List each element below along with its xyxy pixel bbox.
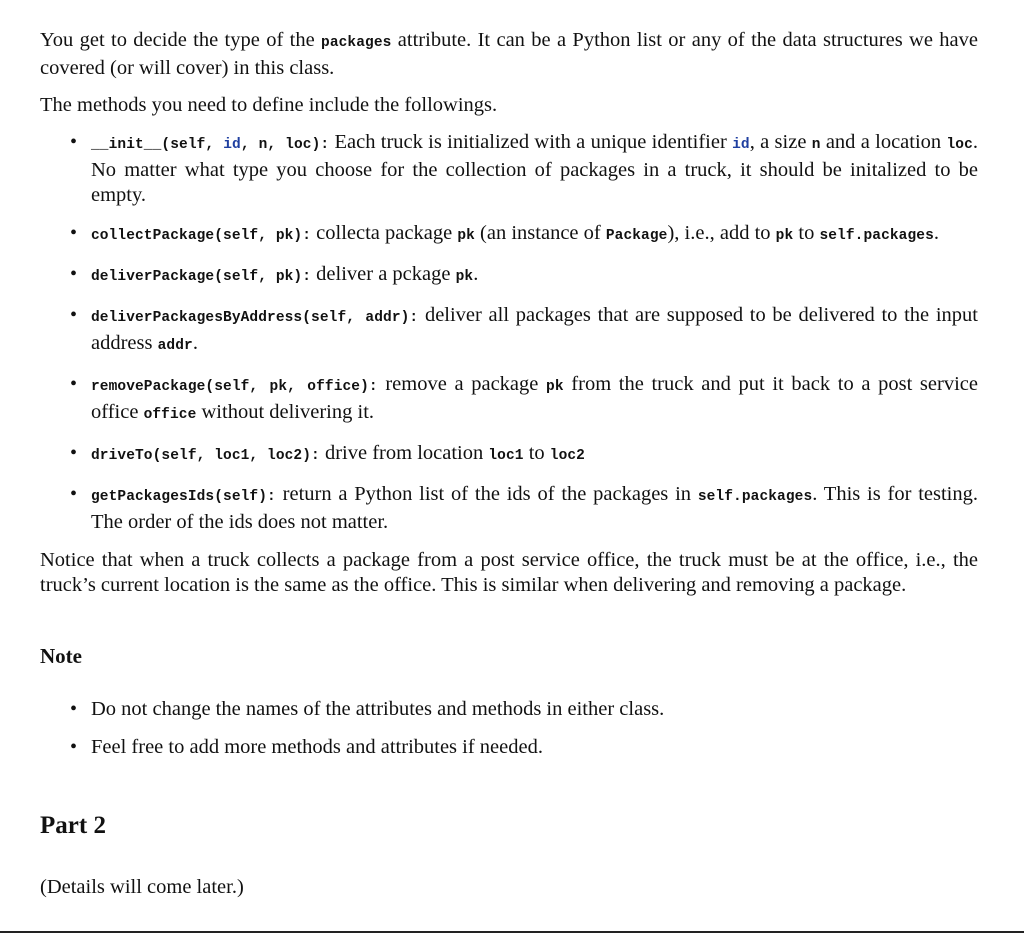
methods-list (40, 130, 978, 535)
list-item-get-package-ids: • getPackagesIds(self): return a Python list of the ids of the packages in self.packages. This is for testing. The order of the ids does not matter. (70, 483, 978, 533)
note-item: • Do not change the names of the attributes and methods in either class. (70, 698, 665, 720)
bullet-icon: • (70, 222, 78, 244)
notice-paragraph: Notice that when a truck collects a package from a post service office, the truck must be at the office, i.e., the truck’s current location is the same as the office. This is similar when delivering and removing a package. (40, 549, 978, 596)
bullet-icon: • (70, 373, 78, 395)
bullet-icon: • (70, 263, 78, 285)
code-signature: collectPackage(self, pk): (91, 228, 312, 244)
code-signature: deliverPackagesByAddress(self, addr): (91, 310, 419, 326)
list-item-collect-package: • collectPackage(self, pk): collecta package pk (an instance of Package), i.e., add to pk to self.packages. (70, 222, 939, 244)
list-item-remove-package: • removePackage(self, pk, office): remove a package pk from the truck and put it back to a post service office office without delivering it. (70, 373, 978, 423)
code-signature: driveTo(self, loc1, loc2): (91, 448, 320, 464)
bullet-icon: • (70, 442, 78, 464)
bullet-icon: • (70, 304, 78, 326)
note-item: • Feel free to add more methods and attributes if needed. (70, 736, 543, 758)
methods-intro: The methods you need to define include the followings. (40, 94, 498, 116)
code-signature: deliverPackage(self, pk): (91, 269, 312, 285)
code-signature: removePackage(self, pk, office): (91, 379, 378, 395)
intro-text-a: You get to decide the type of the (40, 29, 322, 51)
note-list (40, 697, 978, 773)
note-heading: Note (40, 644, 82, 668)
list-item-deliver-by-address: • deliverPackagesByAddress(self, addr): deliver all packages that are supposed to be delivered to the input address addr. (70, 304, 978, 354)
list-item-deliver-package: • deliverPackage(self, pk): deliver a pckage pk. (70, 263, 479, 285)
document-body (40, 28, 978, 598)
bullet-icon: • (70, 736, 78, 758)
part2-details: (Details will come later.) (40, 876, 244, 898)
bottom-divider (0, 931, 1024, 933)
code-packages: packages (321, 35, 392, 51)
intro-text-b: attribute. It can be a Python list or any of the data structures we have covered (or will cover) in this class. (40, 29, 979, 79)
code-signature: getPackagesIds(self): (91, 489, 276, 505)
bullet-icon: • (70, 483, 78, 505)
list-item-init: • __init__(self, id, n, loc): Each truck is initialized with a unique identifier id, a size n and a location loc. No matter what type you choose for the collection of packages in a truck, it should be initalized to be empty. (70, 131, 978, 206)
intro-paragraph (40, 28, 978, 81)
part2-heading: Part 2 (40, 812, 106, 839)
bullet-icon: • (70, 698, 78, 720)
code-signature: __init__(self, id, n, loc): (91, 137, 330, 153)
bullet-icon: • (70, 131, 78, 153)
list-item-drive-to: • driveTo(self, loc1, loc2): drive from location loc1 to loc2 (70, 442, 585, 464)
